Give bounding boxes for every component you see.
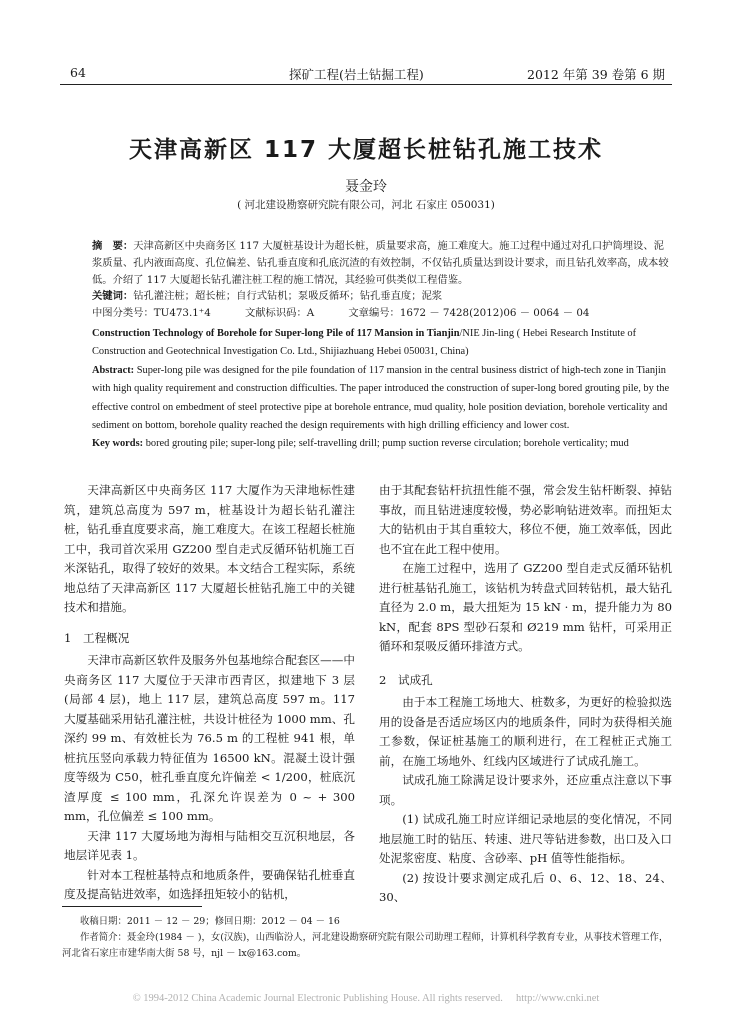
right-paragraph-1: 由于其配套钻杆抗扭性能不强，常会发生钻杆断裂、掉钻事故，而且钻进速度较慢，势必影响钻进效率。而扭矩太大的钻机由于其自重较大，移位不便，施工效率低，因此也不宜在此工程中使用。 <box>379 483 672 556</box>
section-2-paragraph-3: (1) 试成孔施工时应详细记录地层的变化情况，不同地层施工时的钻压、转速、进尺等钻进参数，出口及入口处泥浆密度、粘度、含砂率、pH 值等性能指标。 <box>379 812 672 865</box>
title-en: Construction Technology of Borehole for Super-long Pile of 117 Mansion in Tianjin <box>92 328 460 339</box>
abstract-en-label: Abstract: <box>92 364 135 376</box>
journal-name: 探矿工程(岩土钻掘工程) <box>289 67 424 82</box>
keywords-en-label: Key words: <box>92 438 144 450</box>
abstract-en <box>92 325 670 454</box>
abstract-cn-label: 摘 要： <box>92 240 134 252</box>
clc-number: 中图分类号：TU473.1⁺4 <box>92 307 211 320</box>
section-1-paragraph-1: 天津市高新区软件及服务外包基地综合配套区——中央商务区 117 大厦位于天津市西青区，拟建地下 3 层(局部 4 层)，地上 117 层，建筑总高度 597 m。117 大厦基础采用钻孔灌注桩，共设计桩径为 1000 mm、孔深约 99 m、有效桩长为 76.5 m 的工程桩 941 根，单桩抗压竖向承载力特征值为 16500 kN。混凝土设计强度等级为 C50，桩孔垂直度允许偏差 < 1/200，桩底沉渣厚度 ≤ 100 mm，孔深允许误差为 0 ~ + 300 mm，孔位偏差 ≤ 100 mm。 <box>64 653 355 823</box>
abstract-cn <box>92 238 670 322</box>
header-rule <box>60 84 672 85</box>
document-code: 文献标识码：A <box>244 307 315 320</box>
copyright-watermark: © 1994-2012 China Academic Journal Electronic Publishing House. All rights reserved. http://www.cnki.net <box>132 993 600 1004</box>
abstract-en-text: Super-long pile was designed for the pile foundation of 117 mansion in the central business district of high-tech zone in Tianjin with high quality requirement and construction difficulties. The paper introduced the construction of super-long bored grouting pile, by the effective control on embedment of steel protective pipe at borehole entrance, mud quality, hole position deviation, borehole verticality and sediment on bottom, borehole quality reached the design requirements with high drilling efficiency and lower cost. <box>92 364 670 432</box>
section-2-paragraph-1: 由于本工程施工场地大、桩数多，为更好的检验拟选用的设备是否适应场区内的地质条件，同时为获得相关施工参数，保证桩基施工的顺利进行，在工程桩正式施工前，在施工场地外、红线内区域进行了试成孔施工。 <box>379 695 672 768</box>
right-column <box>379 481 672 908</box>
author-name: 聂金玲 <box>345 179 387 195</box>
keywords-cn-text: 钻孔灌注桩；超长桩；自行式钻机；泵吸反循环；钻孔垂直度；泥浆 <box>133 290 443 303</box>
footnote-received: 收稿日期：2011 － 12 － 29；修回日期：2012 － 04 － 16 <box>80 916 340 927</box>
footnote-rule <box>62 906 202 907</box>
keywords-en-text: bored grouting pile; super-long pile; self-travelling drill; pump suction reverse circulation; borehole verticality; mud <box>145 438 629 450</box>
issue-info: 2012 年第 39 卷第 6 期 <box>527 67 666 82</box>
section-2-paragraph-2: 试成孔施工除满足设计要求外，还应重点注意以下事项。 <box>379 773 672 807</box>
right-paragraph-2: 在施工过程中，选用了 GZ200 型自走式反循环钻机进行桩基钻孔施工，该钻机为转盘式回转钻机，最大钻孔直径为 2.0 m，最大扭矩为 15 kN · m，提升能力为 80 kN，配套 8PS 型砂石泵和 Ø219 mm 钻杆，可采用正循环和泵吸反循环排渣方式。 <box>379 561 672 653</box>
article-number: 文章编号：1672 － 7428(2012)06 － 0064 － 04 <box>348 307 590 320</box>
affiliation-en: ( Hebei Research Institute of Construction and Geotechnical Investigation Co. Ltd., Shijiazhuang Hebei 050031, China) <box>92 328 637 358</box>
keywords-cn-label: 关键词： <box>92 290 134 303</box>
author-affiliation: ( 河北建设勘察研究院有限公司，河北 石家庄 050031) <box>237 199 495 211</box>
section-1-paragraph-2: 天津 117 大厦场地为海相与陆相交互沉积地层，各地层详见表 1。 <box>64 828 355 862</box>
section-2-heading: 2 试成孔 <box>379 672 433 687</box>
section-1-paragraph-3: 针对本工程桩基特点和地质条件，要确保钻孔桩垂直度及提高钻进效率，如选择扭矩较小的钻机， <box>64 867 355 901</box>
article-title: 天津高新区 117 大厦超长桩钻孔施工技术 <box>128 137 604 163</box>
section-1-heading: 1 工程概况 <box>64 630 130 645</box>
abstract-cn-text: 天津高新区中央商务区 117 大厦桩基设计为超长桩，质量要求高，施工难度大。施工过程中通过对孔口护筒埋设、泥浆质量、孔内液面高度、孔位偏差、钻孔垂直度和孔底沉渣的有效控制，不仅钻孔质量达到设计要求，而且钻孔效率高，成本较低。介绍了 117 大厦超长钻孔灌注桩工程的施工情况，其经验可供类似工程借鉴。 <box>92 240 669 286</box>
footnote-author-bio: 作者简介：聂金玲(1984 － )，女(汉族)，山西临汾人，河北建设勘察研究院有限公司助理工程师，计算机科学教育专业，从事技术管理工作，河北省石家庄市建华南大街 58 号，njl － lx@163.com。 <box>62 932 669 959</box>
left-column <box>64 481 355 905</box>
intro-paragraph: 天津高新区中央商务区 117 大厦作为天津地标性建筑，建筑总高度为 597 m，桩基设计为超长钻孔灌注桩，钻孔垂直度要求高，施工难度大。在该工程超长桩施工中，我司首次采用 GZ200 型自走式反循环钻机施工百米深钻孔，取得了较好的效果。本文结合工程实际，系统地总结了天津高新区 117 大厦超长桩钻孔施工中的关键技术和措施。 <box>64 483 355 614</box>
page-number: 64 <box>70 65 86 80</box>
author-en: /NIE Jin-ling <box>459 328 515 339</box>
section-2-paragraph-4: (2) 按设计要求测定成孔后 0、6、12、18、24、30、 <box>379 870 672 904</box>
